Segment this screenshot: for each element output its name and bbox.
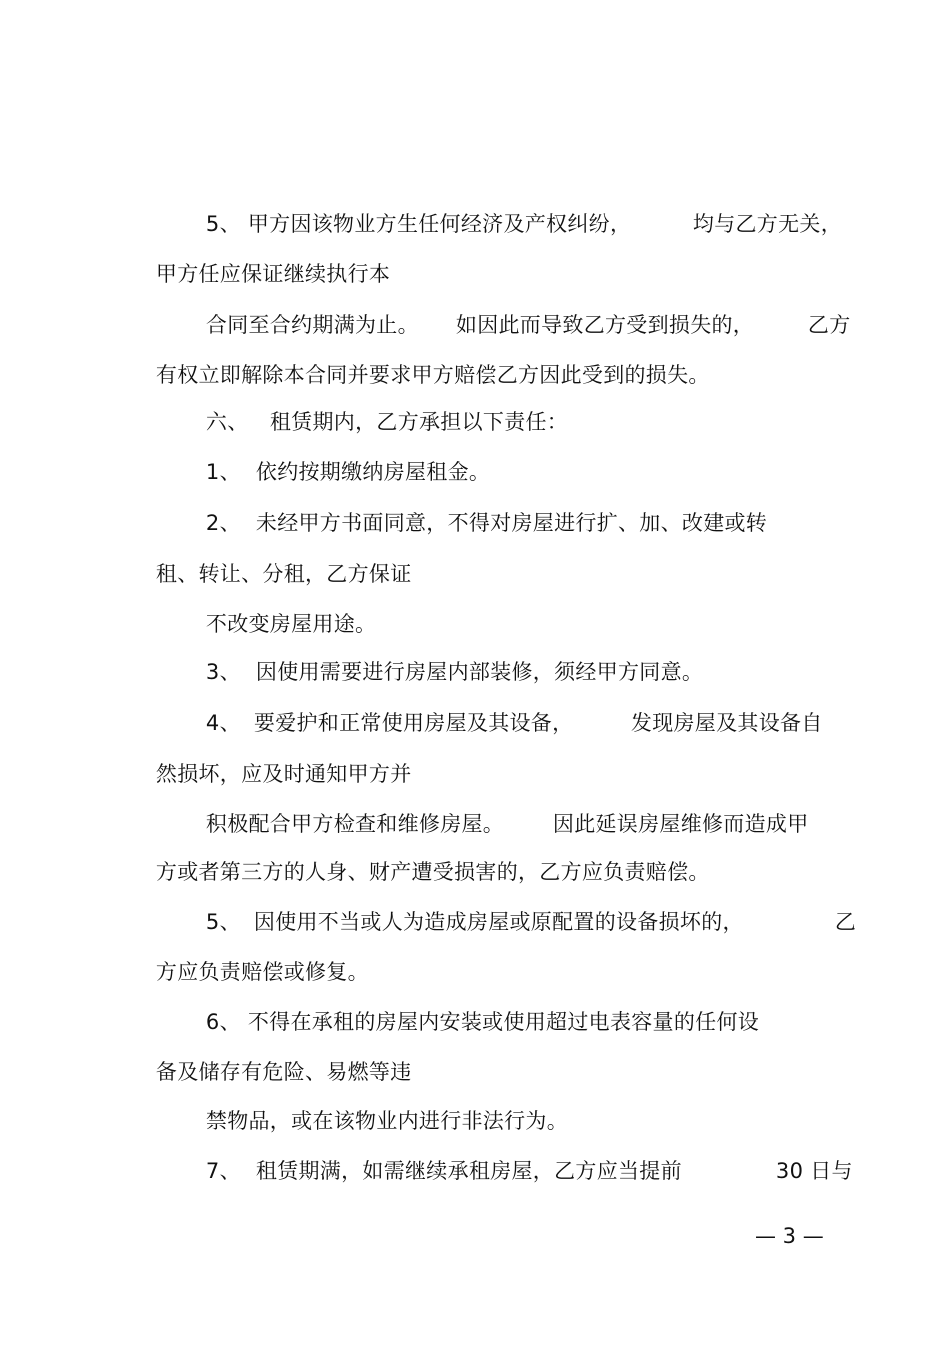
list-item (807, 880, 856, 964)
item-number: 4、 (205, 711, 241, 735)
list-item (603, 681, 823, 765)
item-number: 5、 (205, 910, 241, 934)
text-segment: 租、转让、分租，乙方保证 (155, 562, 412, 586)
item-number: 1、 (205, 460, 241, 484)
text-segment: 备及储存有危险、易燃等违 (155, 1060, 412, 1084)
text-segment: 5、 甲方因该物业方生任何经济及产权纠纷， (205, 212, 632, 236)
item-number: 2、 (205, 511, 241, 535)
section-number: 六、 (205, 410, 249, 434)
item-text: 乙 (834, 910, 857, 934)
item-text: 依约按期缴纳房屋租金。 (255, 460, 491, 484)
text-segment: 有权立即解除本合同并要求甲方赔偿乙方因此受到的损失。 (155, 363, 710, 387)
text-segment: 方应负责赔偿或修复。 (155, 960, 369, 984)
text-segment: 合同至合约期满为止。 (205, 313, 419, 337)
text-segment: 因此延误房屋维修而造成甲 (552, 812, 809, 836)
item-text: 6、 不得在承租的房屋内安装或使用超过电表容量的任何设 (205, 1010, 760, 1034)
text-segment: 甲方任应保证继续执行本 (155, 262, 391, 286)
item-text: 因使用不当或人为造成房屋或原配置的设备损坏的， (253, 910, 744, 934)
item-text: 因使用需要进行房屋内部装修，须经甲方同意。 (255, 660, 704, 684)
item-number: 3、 (205, 660, 241, 684)
text-line (780, 283, 851, 367)
text-segment: 禁物品，或在该物业内进行非法行为。 (205, 1109, 569, 1133)
item-text: 30 日与 (775, 1159, 853, 1183)
text-segment: 方或者第三方的人身、财产遭受损害的，乙方应负责赔偿。 (155, 860, 710, 884)
text-segment: 积极配合甲方检查和维修房屋。 (205, 812, 505, 836)
text-line (665, 182, 842, 266)
item-text: 要爱护和正常使用房屋及其设备， (253, 711, 574, 735)
text-segment: 不改变房屋用途。 (205, 612, 377, 636)
text-segment: 如因此而导致乙方受到损失的， (455, 313, 755, 337)
text-segment: 然损坏，应及时通知甲方并 (155, 762, 412, 786)
page-number: — 3 — (755, 1224, 824, 1248)
item-text: 未经甲方书面同意，不得对房屋进行扩、加、改建或转 (255, 511, 768, 535)
list-item (228, 1129, 682, 1213)
list-item (748, 1129, 853, 1213)
item-number: 7、 (205, 1159, 241, 1183)
section-title: 租赁期内，乙方承担以下责任： (269, 410, 569, 434)
text-segment: 均与乙方无关， (692, 212, 843, 236)
item-text: 租赁期满，如需继续承租房屋，乙方应当提前 (255, 1159, 682, 1183)
item-text: 发现房屋及其设备自 (630, 711, 823, 735)
text-segment: 乙方 (807, 313, 851, 337)
